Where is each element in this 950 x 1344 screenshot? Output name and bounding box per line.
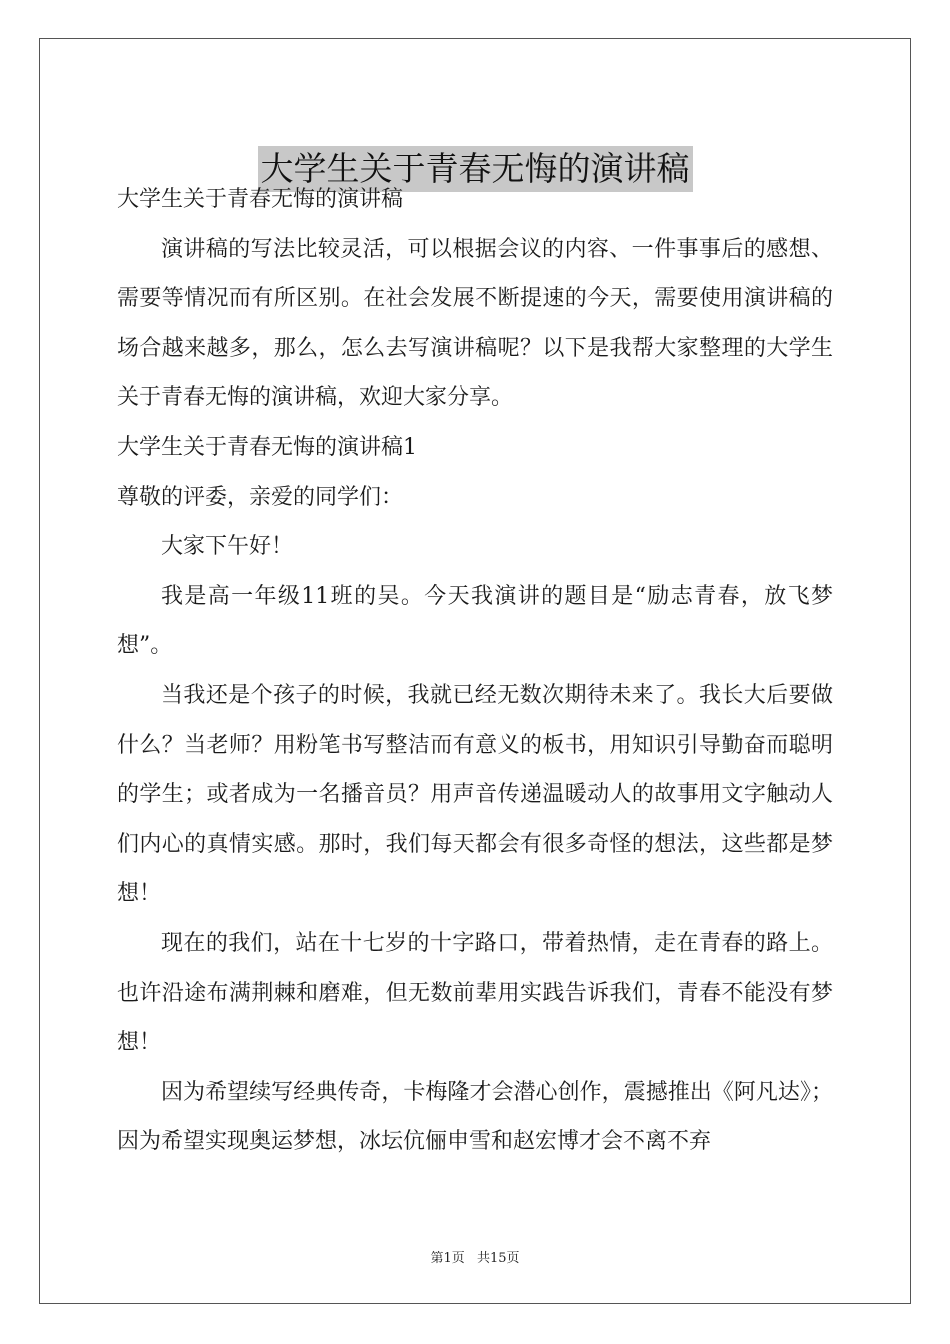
paragraph-greeting: 大家下午好！ — [161, 534, 294, 560]
paragraph-salutation: 尊敬的评委，亲爱的同学们： — [117, 484, 404, 510]
paragraph-body: 现在的我们，站在十七岁的十字路口，带着热情，走在青春的路上。也许沿途布满荆棘和磨难，但无数前辈用实践告诉我们，青春不能没有梦想！ — [117, 930, 833, 1056]
document-body — [117, 175, 833, 1167]
document-title: 大学生关于青春无悔的演讲稿 — [258, 146, 693, 192]
paragraph-body: 因为希望续写经典传奇，卡梅隆才会潜心创作，震撼推出《阿凡达》；因为希望实现奥运梦想，冰坛伉俪申雪和赵宏博才会不离不弃 — [117, 1079, 833, 1155]
page-total: 共15页 — [476, 1251, 520, 1266]
page-number: 第1页 — [430, 1251, 465, 1266]
paragraph-body: 我是高一年级11班的吴。今天我演讲的题目是“励志青春，放飞梦想”。 — [117, 583, 833, 659]
paragraph-subtitle: 大学生关于青春无悔的演讲稿 — [117, 187, 404, 212]
paragraph-body: 当我还是个孩子的时候，我就已经无数次期待未来了。我长大后要做什么？当老师？用粉笔书写整洁而有意义的板书，用知识引导勤奋而聪明的学生；或者成为一名播音员？用声音传递温暖动人的故事用文字触动人们内心的真情实感。那时，我们每天都会有很多奇怪的想法，这些都是梦想！ — [117, 682, 833, 907]
paragraph-intro: 演讲稿的写法比较灵活，可以根据会议的内容、一件事事后的感想、需要等情况而有所区别。在社会发展不断提速的今天，需要使用演讲稿的场合越来越多，那么，怎么去写演讲稿呢？以下是我帮大家整理的大学生关于青春无悔的演讲稿，欢迎大家分享。 — [117, 236, 833, 411]
paragraph-heading: 大学生关于青春无悔的演讲稿1 — [117, 434, 417, 460]
page-footer — [0, 1247, 950, 1266]
